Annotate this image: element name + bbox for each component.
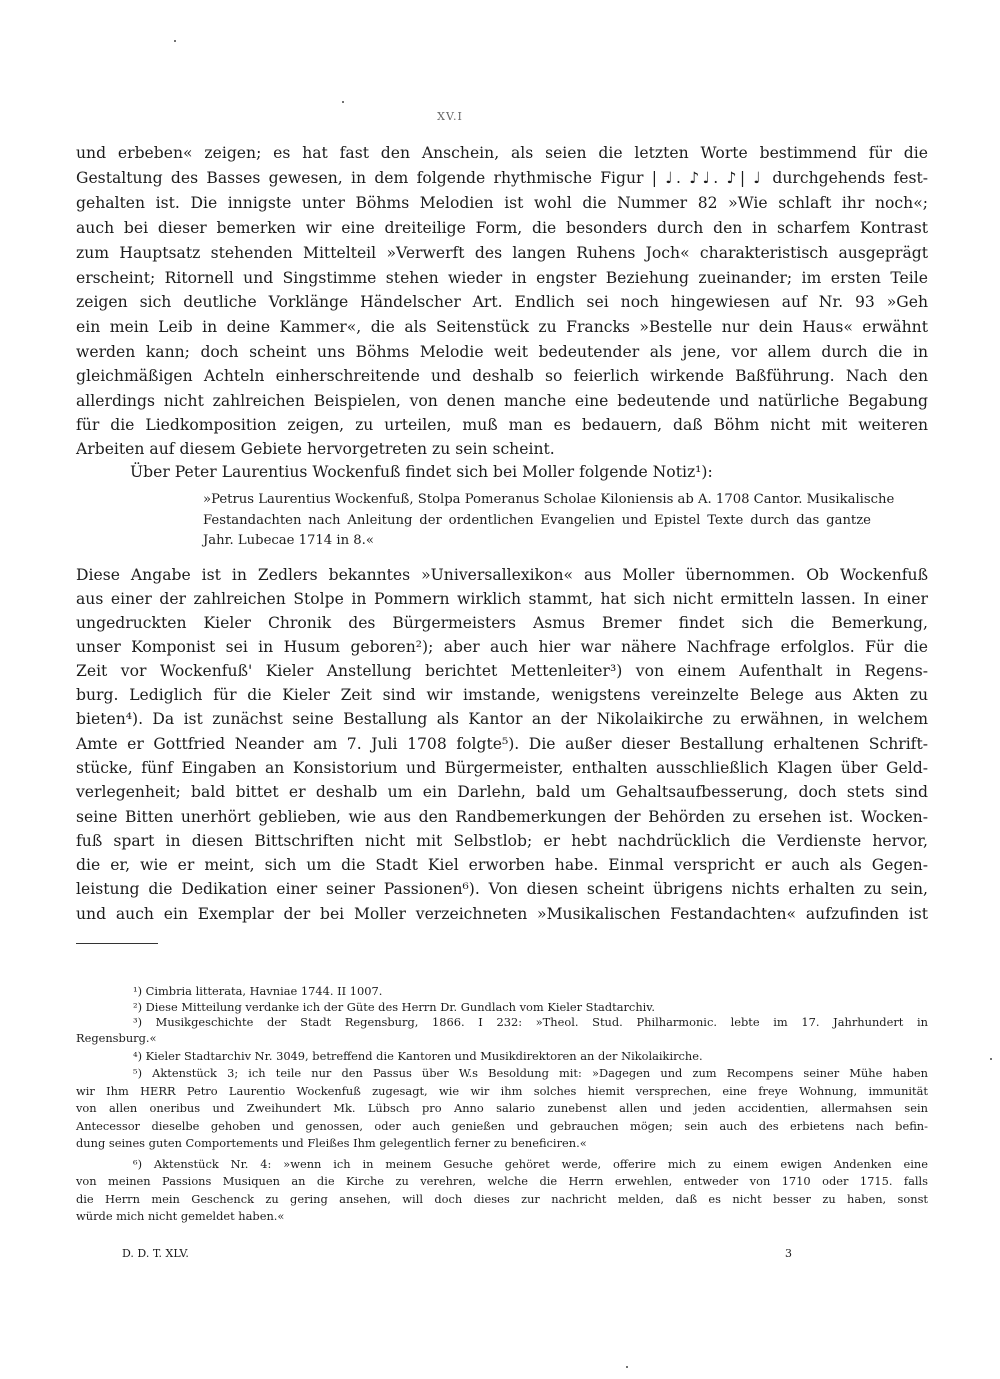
text-line: erscheint; Ritornell und Singstimme stehen wieder in engster Beziehung zueinander; im ersten Teile <box>76 269 928 287</box>
text-line: zum Hauptsatz stehenden Mittelteil »Verwerft des langen Ruhens Joch« charakteristisch ausgeprägt <box>76 244 928 262</box>
text-line: Über Peter Laurentius Wockenfuß findet sich bei Moller folgende Notiz¹): <box>130 463 713 481</box>
page-number: 3 <box>785 1247 792 1260</box>
text-line: für die Liedkomposition zeigen, zu urteilen, muß man es bedauern, daß Böhm nicht mit weiteren <box>76 416 928 434</box>
text-line: Arbeiten auf diesem Gebiete hervorgetreten zu sein scheint. <box>76 440 555 458</box>
text-line: leistung die Dedikation einer seiner Passionen⁶). Von diesen scheint übrigens nichts erhalten zu sein, <box>76 880 928 898</box>
text-line: ungedruckten Kieler Chronik des Bürgermeisters Asmus Bremer findet sich die Bemerkung, <box>76 614 928 632</box>
footnote-line: ⁶) Aktenstück Nr. 4: »wenn ich in meinem Gesuche gehöret werde, offerire mich zu einem ewigen Andenken eine <box>133 1157 928 1171</box>
speck-mark <box>342 101 344 103</box>
text-line: ein mein Leib in deine Kammer«, die als Seitenstück zu Francks »Bestelle nur dein Haus« erwähnt <box>76 318 928 336</box>
footnote-line: Regensburg.« <box>76 1031 157 1045</box>
text-line: zeigen sich deutliche Vorklänge Händelscher Art. Endlich sei noch hingewiesen auf Nr. 93 »Geh <box>76 293 928 311</box>
speck-mark <box>174 40 176 42</box>
text-line: Diese Angabe ist in Zedlers bekanntes »Universallexikon« aus Moller übernommen. Ob Wockenfuß <box>76 566 928 584</box>
text-line: und erbeben« zeigen; es hat fast den Anschein, als seien die letzten Worte bestimmend für die <box>76 144 928 162</box>
quote-line: Jahr. Lubecae 1714 in 8.« <box>203 533 374 548</box>
footnote-line: ²) Diese Mitteilung verdanke ich der Güte des Herrn Dr. Gundlach vom Kieler Stadtarchiv. <box>133 1000 655 1014</box>
running-header: XV.I <box>437 110 463 123</box>
text-line: stücke, fünf Eingaben an Konsistorium und Bürgermeister, enthalten ausschließlich Klagen über Geld- <box>76 759 928 777</box>
volume-signature: D. D. T. XLV. <box>122 1247 189 1260</box>
text-line: und auch ein Exemplar der bei Moller verzeichneten »Musikalischen Festandachten« aufzufinden ist <box>76 905 928 923</box>
text-line: gehalten ist. Die innigste unter Böhms Melodien ist wohl die Nummer 82 »Wie schlaft ihr noch«; <box>76 194 928 212</box>
footnote-line: die Herrn mein Geschenck zu gering ansehen, will doch dieses zur nachricht melden, daß es nicht besser zu haben, sonst <box>76 1192 928 1206</box>
footnote-line: dung seines guten Comportements und Fleißes Ihm gelegentlich ferner zu beneficiren.« <box>76 1136 587 1150</box>
speck-mark <box>626 1366 628 1368</box>
text-line: gleichmäßigen Achteln einherschreitende und deshalb so feierlich wirkende Baßführung. Nach den <box>76 367 928 385</box>
footnote-separator <box>76 943 158 944</box>
text-line: fuß spart in diesen Bittschriften nicht mit Selbstlob; er hebt nachdrücklich die Verdienste hervor, <box>76 832 928 850</box>
text-line: Gestaltung des Basses gewesen, in dem folgende rhythmische Figur | ♩. ♪♩. ♪| ♩ durchgehends fest- <box>76 169 928 187</box>
speck-mark <box>990 1058 992 1060</box>
text-line: seine Bitten unerhört geblieben, wie aus den Randbemerkungen der Behörden zu ersehen ist. Wocken- <box>76 808 928 826</box>
text-line: allerdings nicht zahlreichen Beispielen, von denen manche eine bedeutende und natürliche Begabung <box>76 392 928 410</box>
footnote-line: ¹) Cimbria litterata, Havniae 1744. II 1007. <box>133 984 383 998</box>
footnote-line: ⁴) Kieler Stadtarchiv Nr. 3049, betreffend die Kantoren und Musikdirektoren an der Nikolaikirche. <box>133 1049 703 1063</box>
footnote-line: wir Ihm HERR Petro Laurentio Wockenfuß zugesagt, wie wir ihm solches hiemit versprechen, eine freye Wohnung, immunität <box>76 1084 928 1098</box>
text-line: verlegenheit; bald bittet er deshalb um ein Darlehn, bald um Gehaltsaufbesserung, doch stets sind <box>76 783 928 801</box>
quote-line: »Petrus Laurentius Wockenfuß, Stolpa Pomeranus Scholae Kiloniensis ab A. 1708 Cantor. Musikalische <box>203 492 895 507</box>
text-line: auch bei dieser bemerken wir eine dreiteilige Form, die besonders durch den in scharfem Kontrast <box>76 219 928 237</box>
footnote-line: würde mich nicht gemeldet haben.« <box>76 1209 285 1223</box>
text-line: burg. Lediglich für die Kieler Zeit sind wir imstande, wenigstens vereinzelte Belege aus Akten zu <box>76 686 928 704</box>
text-line: Zeit vor Wockenfuß' Kieler Anstellung berichtet Mettenleiter³) von einem Aufenthalt in Regens- <box>76 662 928 680</box>
footnote-line: Antecessor dieselbe gehoben und genossen, oder auch genießen und gebrauchen mögen; sein auch des erbietens nach befin- <box>76 1119 928 1133</box>
text-line: werden kann; doch scheint uns Böhms Melodie weit bedeutender als jene, vor allem durch die in <box>76 343 928 361</box>
text-line: aus einer der zahlreichen Stolpe in Pommern wirklich stammt, hat sich nicht ermitteln lassen. In einer <box>76 590 928 608</box>
text-line: Amte er Gottfried Neander am 7. Juli 1708 folgte⁵). Die außer dieser Bestallung erhaltenen Schrift- <box>76 735 928 753</box>
text-line: die er, wie er meint, sich um die Stadt Kiel erworben habe. Einmal verspricht er auch als Gegen- <box>76 856 928 874</box>
text-line: bieten⁴). Da ist zunächst seine Bestallung als Kantor an der Nikolaikirche zu erwähnen, in welchem <box>76 710 928 728</box>
footnote-line: von allen oneribus und Zweihundert Mk. Lübsch pro Anno salario zunebenst allen und jeden accidentien, allermahsen sein <box>76 1101 928 1115</box>
quote-line: Festandachten nach Anleitung der ordentlichen Evangelien und Epistel Texte durch das gantze <box>203 513 871 528</box>
footnote-line: ⁵) Aktenstück 3; ich teile nur den Passus über W.s Besoldung mit: »Dagegen und zum Recompens seiner Mühe haben <box>133 1066 928 1080</box>
footnote-line: ³) Musikgeschichte der Stadt Regensburg, 1866. I 232: »Theol. Stud. Philharmonic. lebte im 17. Jahrhundert in <box>133 1015 928 1029</box>
text-line: unser Komponist sei in Husum geboren²); aber auch hier war nähere Nachfrage erfolglos. Für die <box>76 638 928 656</box>
footnote-line: von meinen Passions Musiquen an die Kirche zu verehren, welche die Herrn erwehlen, entweder von 1710 oder 1715. falls <box>76 1174 928 1188</box>
